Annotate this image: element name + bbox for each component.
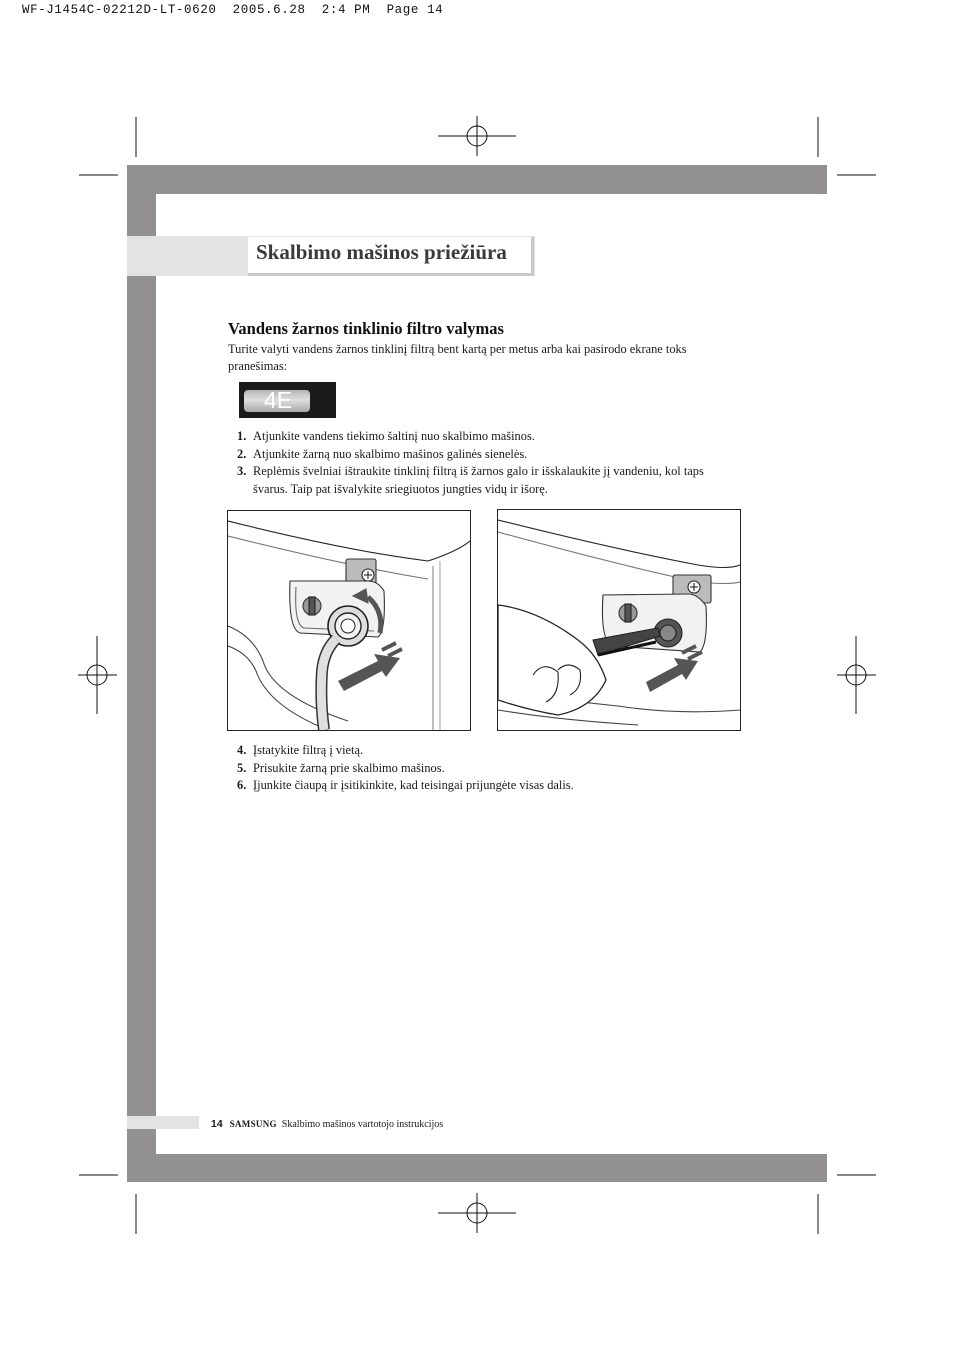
section-heading: Vandens žarnos tinklinio filtro valymas <box>228 319 504 338</box>
step-text: Replėmis švelniai ištraukite tinklinį filtrą iš žarnos galo ir išskalaukite jį vandeniu, kol taps švarus. Taip pat išvalykite sriegiuotos jungties vidų ir išorę. <box>253 464 704 496</box>
steps-list-second <box>228 742 708 795</box>
slug-page: Page 14 <box>386 3 444 17</box>
page-title: Skalbimo mašinos priežiūra <box>256 240 507 264</box>
step-number: 4. <box>237 743 247 757</box>
pull-arrow <box>338 654 400 691</box>
step-text: Įstatykite filtrą į vietą. <box>253 743 364 757</box>
slug-time: 2:4 PM <box>321 3 371 17</box>
registration-mark-top <box>438 116 516 156</box>
registration-mark-bottom <box>438 1193 516 1233</box>
brand-name: SAMSUNG <box>229 1119 277 1129</box>
steps-list-first <box>228 428 708 498</box>
machine-top-edge <box>228 521 470 561</box>
display-error-code: 4E <box>264 387 293 413</box>
page-band-bottom <box>127 1154 827 1182</box>
registration-mark-left <box>78 636 117 714</box>
machine-top-edge <box>498 520 740 568</box>
slug-date: 2005.6.28 <box>232 3 306 17</box>
page-footer <box>211 1118 443 1130</box>
illustration-remove-filter <box>497 509 741 731</box>
manual-title: Skalbimo mašinos vartotojo instrukcijos <box>281 1119 444 1130</box>
page-band-left <box>127 165 156 1182</box>
hand <box>498 605 606 715</box>
page-band-top <box>127 165 827 194</box>
step-number: 6. <box>237 778 247 792</box>
step-number: 3. <box>237 464 247 478</box>
list-item <box>228 777 708 795</box>
page-number: 14 <box>211 1118 223 1130</box>
section-intro: Turite valyti vandens žarnos tinklinį filtrą bent kartą per metus arba kai pasirodo ekrane toks pranešimas: <box>228 342 687 373</box>
list-item <box>228 446 708 464</box>
list-item <box>228 760 708 778</box>
step-text: Prisukite žarną prie skalbimo mašinos. <box>253 760 445 775</box>
list-item <box>228 742 708 760</box>
list-item <box>228 428 708 446</box>
illustration-unscrew-hose <box>227 510 471 731</box>
step-number: 1. <box>237 429 247 443</box>
step-text: Atjunkite vandens tiekimo šaltinį nuo skalbimo mašinos. <box>253 429 535 443</box>
list-item <box>228 463 708 498</box>
slug-code: WF-J1454C-02212D-LT-0620 <box>22 3 217 17</box>
step-text: Atjunkite žarną nuo skalbimo mašinos galinės sienelės. <box>253 446 528 461</box>
step-number: 5. <box>237 760 247 775</box>
pull-arrow <box>646 658 698 692</box>
registration-mark-right <box>837 636 876 714</box>
step-text: Įjunkite čiaupą ir įsitikinkite, kad teisingai prijungėte visas dalis. <box>253 778 574 792</box>
footer-strip <box>127 1116 199 1129</box>
step-number: 2. <box>237 446 247 461</box>
